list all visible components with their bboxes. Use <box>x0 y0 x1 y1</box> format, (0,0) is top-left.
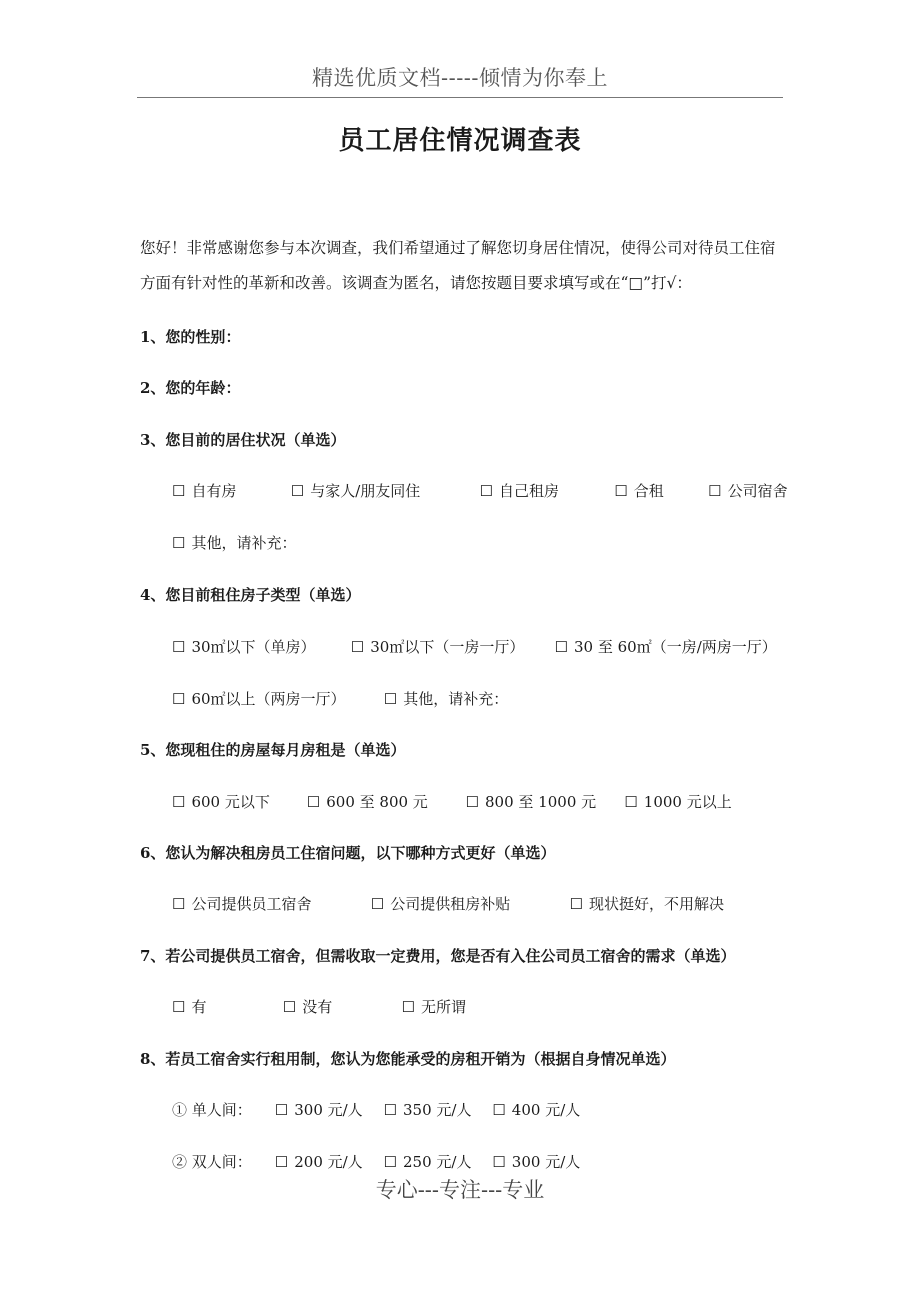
option-other[interactable] <box>172 532 296 553</box>
option-shared-rent[interactable] <box>614 480 703 501</box>
question-5-label: 5、您现租住的房屋每月房租是（单选） <box>140 741 406 759</box>
question-6-label: 6、您认为解决租房员工住宿问题，以下哪种方式更好（单选） <box>140 844 556 862</box>
page-header: 精选优质文档-----倾情为你奉上 <box>312 66 608 90</box>
option-other[interactable] <box>384 688 508 709</box>
option-label: 600 元以下 <box>191 793 270 811</box>
checkbox-icon[interactable]: ☐ <box>172 998 186 1016</box>
option-label: 公司宿舍 <box>727 482 788 500</box>
question-7-label: 7、若公司提供员工宿舍，但需收取一定费用，您是否有入住公司员工宿舍的需求（单选） <box>140 947 736 965</box>
option-label: 现状挺好，不用解决 <box>589 895 725 913</box>
option-label: 其他，请补充： <box>403 690 509 708</box>
document-title: 员工居住情况调查表 <box>338 126 582 156</box>
option-600-800[interactable] <box>307 791 461 812</box>
checkbox-icon[interactable]: ☐ <box>554 638 569 656</box>
checkbox-icon[interactable]: ☐ <box>624 793 638 811</box>
double-room-label: ② 双人间： <box>172 1153 252 1171</box>
option-label: 30㎡以下（一房一厅） <box>370 638 525 656</box>
option-label: 800 至 1000 元 <box>485 793 597 811</box>
option-single-350[interactable] <box>384 1099 488 1120</box>
header-divider <box>137 97 783 98</box>
question-6-options <box>172 893 724 914</box>
option-single-300[interactable] <box>275 1099 379 1120</box>
intro-paragraph: 您好！非常感谢您参与本次调查，我们希望通过了解您切身居住情况，使得公司对待员工住宿方面有针对性的革新和改善。该调查为匿名，请您按题目要求填写或在“□”打√： <box>140 239 776 292</box>
checkbox-icon[interactable]: ☐ <box>569 895 584 913</box>
option-label: 有 <box>191 998 207 1016</box>
option-no[interactable] <box>283 996 397 1017</box>
option-label: 400 元/人 <box>511 1101 581 1119</box>
option-under-600[interactable] <box>172 791 302 812</box>
option-double-200[interactable] <box>275 1151 379 1172</box>
option-label: 30 至 60㎡（一房/两房一厅） <box>574 638 777 656</box>
option-label: 30㎡以下（单房） <box>191 638 316 656</box>
option-under-30-single[interactable] <box>172 636 346 657</box>
checkbox-icon[interactable]: ☐ <box>282 998 297 1016</box>
checkbox-icon[interactable]: ☐ <box>492 1101 506 1119</box>
question-3-label: 3、您目前的居住状况（单选） <box>140 431 346 449</box>
question-8-label: 8、若员工宿舍实行租用制，您认为您能承受的房租开销为（根据自身情况单选） <box>140 1050 676 1068</box>
question-3-options-row-2 <box>172 532 296 553</box>
single-room-label: ① 单人间： <box>172 1101 252 1119</box>
question-2-label: 2、您的年龄： <box>140 379 241 397</box>
question-8-double-row <box>172 1151 580 1172</box>
option-double-250[interactable] <box>384 1151 488 1172</box>
checkbox-icon[interactable]: ☐ <box>708 482 722 500</box>
checkbox-icon[interactable]: ☐ <box>492 1153 506 1171</box>
question-1-label: 1、您的性别： <box>140 328 241 346</box>
option-30-to-60[interactable] <box>555 636 777 657</box>
option-company-dorm[interactable] <box>172 893 366 914</box>
option-yes[interactable] <box>172 996 278 1017</box>
option-label: 200 元/人 <box>294 1153 363 1171</box>
checkbox-icon[interactable]: ☐ <box>290 482 305 500</box>
question-4-options-row-1 <box>172 636 777 657</box>
option-label: 公司提供员工宿舍 <box>191 895 312 913</box>
option-label: 60㎡以上（两房一厅） <box>191 690 346 708</box>
question-3-options-row-1 <box>172 480 788 501</box>
checkbox-icon[interactable]: ☐ <box>172 482 186 500</box>
checkbox-icon[interactable]: ☐ <box>383 1101 398 1119</box>
option-over-60[interactable] <box>172 688 379 709</box>
checkbox-icon[interactable]: ☐ <box>306 793 321 811</box>
checkbox-icon[interactable]: ☐ <box>274 1101 289 1119</box>
option-label: 没有 <box>302 998 333 1016</box>
option-label: 自己租房 <box>499 482 560 500</box>
checkbox-icon[interactable]: ☐ <box>401 998 416 1016</box>
checkbox-icon[interactable]: ☐ <box>370 895 385 913</box>
checkbox-icon[interactable]: ☐ <box>274 1153 289 1171</box>
question-5-options <box>172 791 732 812</box>
option-label: 其他，请补充： <box>191 534 297 552</box>
option-live-with-family[interactable] <box>291 480 475 501</box>
page-footer: 专心---专注---专业 <box>375 1178 545 1202</box>
option-label: 300 元/人 <box>511 1153 581 1171</box>
question-8-single-row <box>172 1099 580 1120</box>
option-label: 250 元/人 <box>403 1153 472 1171</box>
option-company-dorm[interactable] <box>708 480 787 501</box>
option-label: 与家人/朋友同住 <box>310 482 421 500</box>
option-label: 600 至 800 元 <box>326 793 428 811</box>
option-double-300[interactable] <box>492 1151 580 1172</box>
option-rent-subsidy[interactable] <box>371 893 565 914</box>
option-label: 1000 元以上 <box>643 793 732 811</box>
option-own-house[interactable] <box>172 480 286 501</box>
question-7-options <box>172 996 466 1017</box>
option-no-change[interactable] <box>570 893 724 914</box>
checkbox-icon[interactable]: ☐ <box>614 482 628 500</box>
option-800-1000[interactable] <box>466 791 620 812</box>
checkbox-icon[interactable]: ☐ <box>479 482 494 500</box>
checkbox-icon[interactable]: ☐ <box>383 690 398 708</box>
option-under-30-one-bedroom[interactable] <box>351 636 550 657</box>
option-label: 无所谓 <box>421 998 467 1016</box>
checkbox-icon[interactable]: ☐ <box>172 534 186 552</box>
checkbox-icon[interactable]: ☐ <box>465 793 480 811</box>
checkbox-icon[interactable]: ☐ <box>172 895 186 913</box>
checkbox-icon[interactable]: ☐ <box>172 690 186 708</box>
option-label: 公司提供租房补贴 <box>390 895 511 913</box>
question-4-options-row-2 <box>172 688 508 709</box>
checkbox-icon[interactable]: ☐ <box>172 793 186 811</box>
option-label: 300 元/人 <box>294 1101 363 1119</box>
checkbox-icon[interactable]: ☐ <box>383 1153 398 1171</box>
option-rent-alone[interactable] <box>480 480 610 501</box>
option-single-400[interactable] <box>492 1099 580 1120</box>
option-label: 350 元/人 <box>403 1101 472 1119</box>
option-label: 自有房 <box>191 482 237 500</box>
checkbox-icon[interactable]: ☐ <box>350 638 365 656</box>
option-indifferent[interactable] <box>402 996 466 1017</box>
question-4-label: 4、您目前租住房子类型（单选） <box>140 586 361 604</box>
option-over-1000[interactable] <box>624 791 731 812</box>
option-label: 合租 <box>633 482 664 500</box>
checkbox-icon[interactable]: ☐ <box>172 638 186 656</box>
